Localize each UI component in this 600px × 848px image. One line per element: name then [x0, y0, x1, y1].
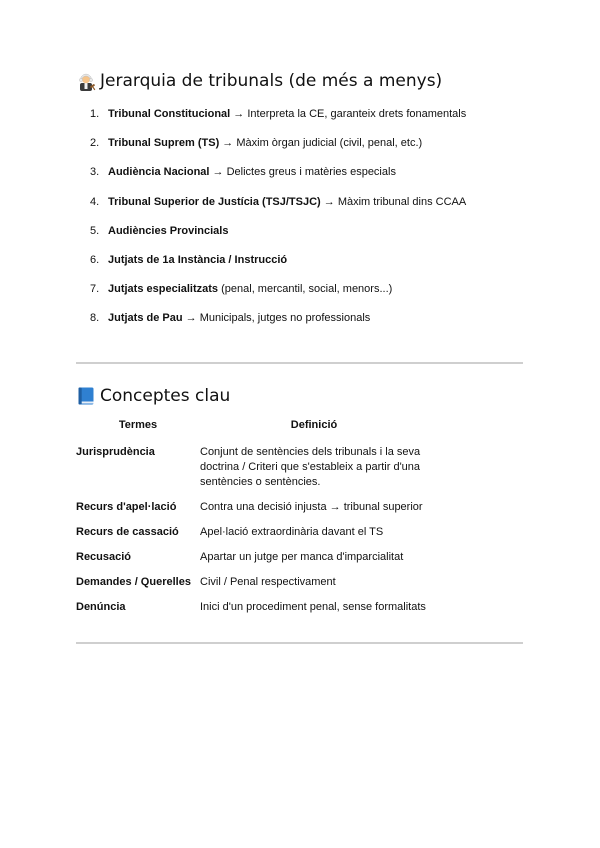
table-row [76, 525, 428, 550]
list-item: 8. Jutjats de Pau → Municipals, jutges no professionals [90, 312, 371, 325]
term-cell: Recurs d'apel·lació [76, 501, 177, 513]
table-header-row [76, 416, 428, 445]
concepts-heading [76, 386, 230, 406]
list-item: 3. Audiència Nacional → Delictes greus i matèries especials [90, 166, 396, 179]
blue-book-icon [76, 386, 96, 406]
judge-icon [76, 71, 96, 91]
table-row [76, 500, 428, 525]
term-cell: Jurisprudència [76, 446, 155, 458]
concepts-title: Conceptes clau [100, 386, 231, 406]
column-header-definition: Definició [290, 419, 338, 431]
list-item: 4. Tribunal Superior de Justícia (TSJ/TSJC) → Màxim tribunal dins CCAA [90, 195, 467, 208]
column-header-terms: Termes [118, 419, 158, 431]
section-divider [76, 642, 523, 644]
table-row [76, 445, 428, 500]
section-divider [76, 362, 523, 364]
key-concepts-table [76, 416, 428, 625]
hierarchy-heading [76, 71, 442, 91]
table-row [76, 575, 428, 600]
term-cell: Denúncia [76, 601, 126, 613]
term-cell: Demandes / Querelles [76, 576, 191, 588]
definition-cell: Apartar un jutge per manca d'imparcialitat [200, 551, 404, 563]
definition-cell: Conjunt de sentències dels tribunals i la seva doctrina / Criteri que s'estableix a partir d'una sentències o sentències. [200, 446, 421, 488]
hierarchy-title: Jerarquia de tribunals (de més a menys) [100, 71, 443, 91]
list-item: 5. Audiències Provincials [90, 224, 229, 237]
list-item: 6. Jutjats de 1a Instància / Instrucció [90, 253, 288, 266]
definition-cell: Civil / Penal respectivament [200, 576, 336, 588]
term-cell: Recusació [76, 551, 132, 563]
list-item: 1. Tribunal Constitucional → Interpreta la CE, garanteix drets fonamentals [90, 108, 467, 120]
table-row [76, 600, 428, 625]
table-row [76, 550, 428, 575]
definition-cell: Inici d'un procediment penal, sense formalitats [200, 601, 426, 613]
definition-cell: Contra una decisió injusta → tribunal superior [200, 501, 423, 513]
definition-cell: Apel·lació extraordinària davant el TS [200, 526, 384, 538]
list-item: 2. Tribunal Suprem (TS) → Màxim òrgan judicial (civil, penal, etc.) [90, 137, 423, 150]
list-item: 7. Jutjats especialitzats (penal, mercantil, social, menors...) [90, 283, 393, 296]
court-hierarchy-list [90, 107, 467, 341]
term-cell: Recurs de cassació [76, 526, 179, 538]
